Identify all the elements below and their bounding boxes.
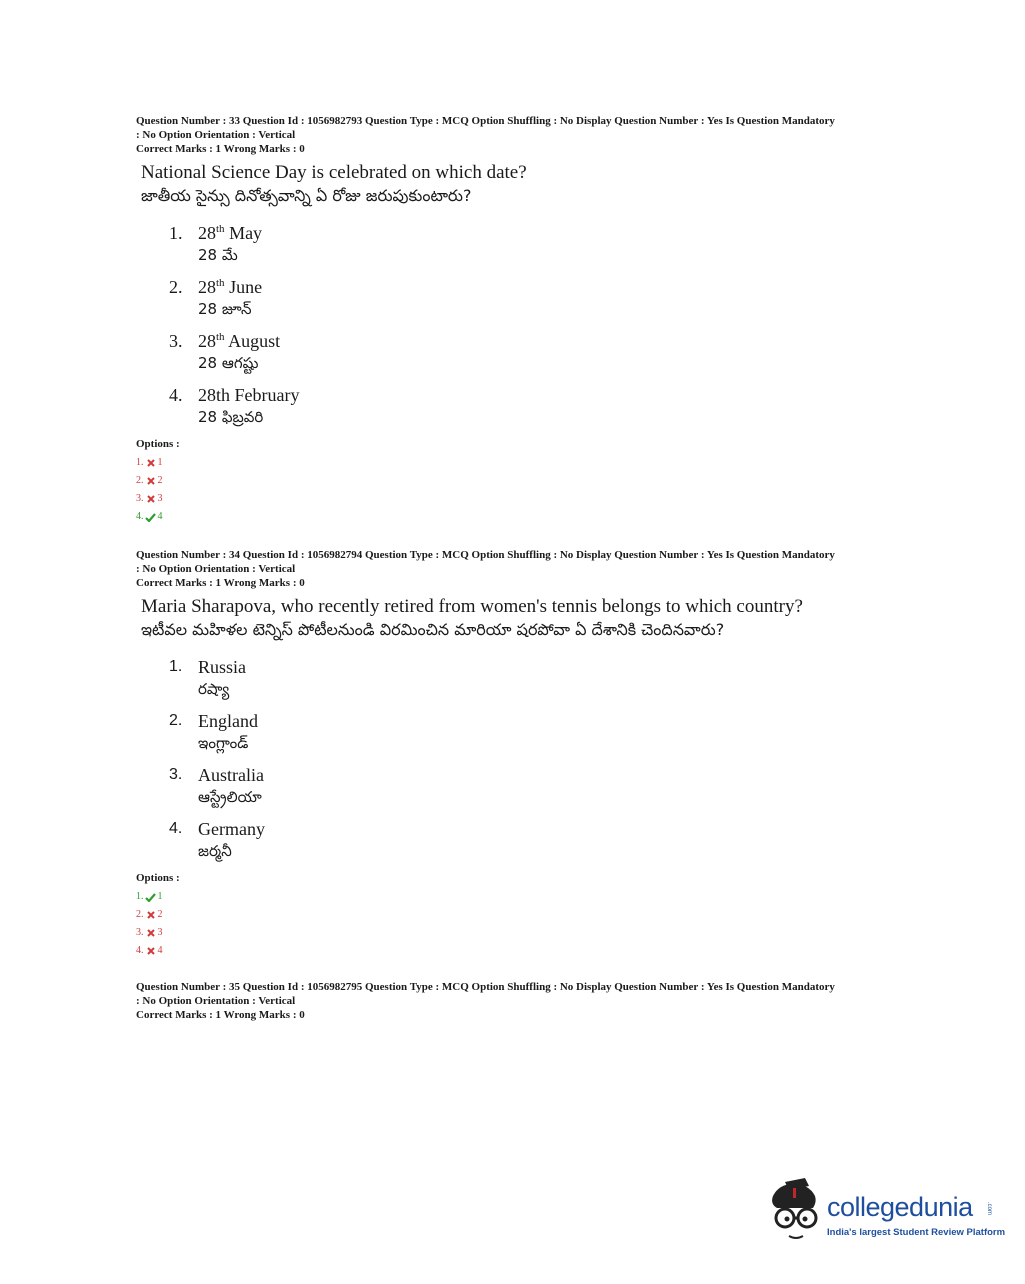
cross-icon: [144, 477, 158, 485]
question-text-en: National Science Day is celebrated on which date?: [141, 162, 527, 183]
question-34: [136, 548, 916, 960]
option-item: [169, 656, 916, 700]
question-meta: [136, 548, 916, 590]
meta-line: Question Number : 34 Question Id : 1056982794 Question Type : MCQ Option Shuffling : No Display Question Number : Yes Is Question Mandatory: [136, 549, 835, 561]
option-number: 4.: [169, 820, 183, 837]
option-list: [169, 222, 916, 428]
question-text-te: ఇటీవల మహిళల టెన్నిస్ పోటీలనుండి విరమించిన మారియా షరపోవా ఏ దేశానికి చెందినవారు?: [141, 620, 725, 639]
answer-key-item: 3. 3: [136, 493, 163, 504]
mascot-icon: [765, 1178, 825, 1248]
meta-line: Question Number : 35 Question Id : 1056982795 Question Type : MCQ Option Shuffling : No Display Question Number : Yes Is Question Mandatory: [136, 981, 835, 993]
marks-line: Correct Marks : 1 Wrong Marks : 0: [136, 1009, 305, 1021]
option-item: [169, 818, 916, 862]
check-icon: [144, 513, 158, 522]
question-meta: [136, 114, 916, 156]
meta-line: : No Option Orientation : Vertical: [136, 995, 296, 1007]
answer-key: [136, 454, 916, 526]
option-text-te: 28 ఆగష్టు: [198, 354, 259, 372]
meta-line: : No Option Orientation : Vertical: [136, 129, 296, 141]
options-label: Options :: [136, 438, 180, 450]
option-list: [169, 656, 916, 862]
option-text-te: జర్మనీ: [198, 842, 232, 860]
option-item: [169, 764, 916, 808]
option-number: 3.: [169, 766, 183, 783]
option-text-en: 28th August: [198, 331, 281, 351]
collegedunia-logo: [765, 1178, 1006, 1248]
option-text-en: Russia: [198, 657, 247, 677]
meta-line: Question Number : 33 Question Id : 1056982793 Question Type : MCQ Option Shuffling : No Display Question Number : Yes Is Question Mandatory: [136, 115, 835, 127]
option-text-te: 28 జూన్: [198, 300, 252, 318]
option-item: [169, 384, 916, 428]
cross-icon: [144, 459, 158, 467]
answer-key: [136, 888, 916, 960]
answer-key-item: 1. 1: [136, 457, 163, 468]
answer-key-item: 2. 2: [136, 909, 163, 920]
answer-key-item: 4. 4: [136, 511, 163, 522]
option-item: [169, 276, 916, 320]
option-text-en: 28th June: [198, 277, 263, 297]
option-number: 4.: [169, 385, 183, 405]
option-text-te: 28 ఫిబ్రవరి: [198, 408, 264, 426]
question-text-te: జాతీయ సైన్సు దినోత్సవాన్ని ఏ రోజు జరుపుకుంటారు?: [141, 186, 472, 205]
question-text-en: Maria Sharapova, who recently retired from women's tennis belongs to which country?: [141, 596, 803, 617]
question-33: [136, 114, 916, 526]
question-35: [136, 980, 916, 1022]
answer-key-item: 1. 1: [136, 891, 163, 902]
option-item: [169, 710, 916, 754]
cross-icon: [144, 495, 158, 503]
options-label: Options :: [136, 872, 180, 884]
option-text-te: ఆస్ట్రేలియా: [198, 788, 262, 806]
check-icon: [144, 893, 158, 902]
option-text-te: రష్యా: [198, 680, 230, 698]
option-number: 2.: [169, 712, 183, 729]
option-text-en: Australia: [198, 765, 264, 785]
logo-wordmark: collegedunia: [827, 1192, 973, 1222]
answer-key-item: 3. 3: [136, 927, 163, 938]
answer-key-item: 4. 4: [136, 945, 163, 956]
meta-line: : No Option Orientation : Vertical: [136, 563, 296, 575]
answer-key-item: 2. 2: [136, 475, 163, 486]
option-number: 1.: [169, 223, 183, 243]
marks-line: Correct Marks : 1 Wrong Marks : 0: [136, 143, 305, 155]
option-number: 1.: [169, 658, 183, 675]
option-text-te: 28 మే: [198, 246, 238, 264]
logo-domain: .com: [986, 1202, 992, 1216]
option-item: [169, 330, 916, 374]
cross-icon: [144, 947, 158, 955]
option-number: 3.: [169, 331, 183, 351]
option-text-en: Germany: [198, 819, 265, 839]
option-text-en: 28th February: [198, 385, 300, 405]
option-text-te: ఇంగ్లాండ్: [198, 734, 249, 752]
option-number: 2.: [169, 277, 183, 297]
option-item: [169, 222, 916, 266]
option-text-en: 28th May: [198, 223, 263, 243]
question-meta: [136, 980, 916, 1022]
marks-line: Correct Marks : 1 Wrong Marks : 0: [136, 577, 305, 589]
cross-icon: [144, 911, 158, 919]
logo-tagline: India's largest Student Review Platform: [827, 1227, 1006, 1238]
cross-icon: [144, 929, 158, 937]
option-text-en: England: [198, 711, 258, 731]
